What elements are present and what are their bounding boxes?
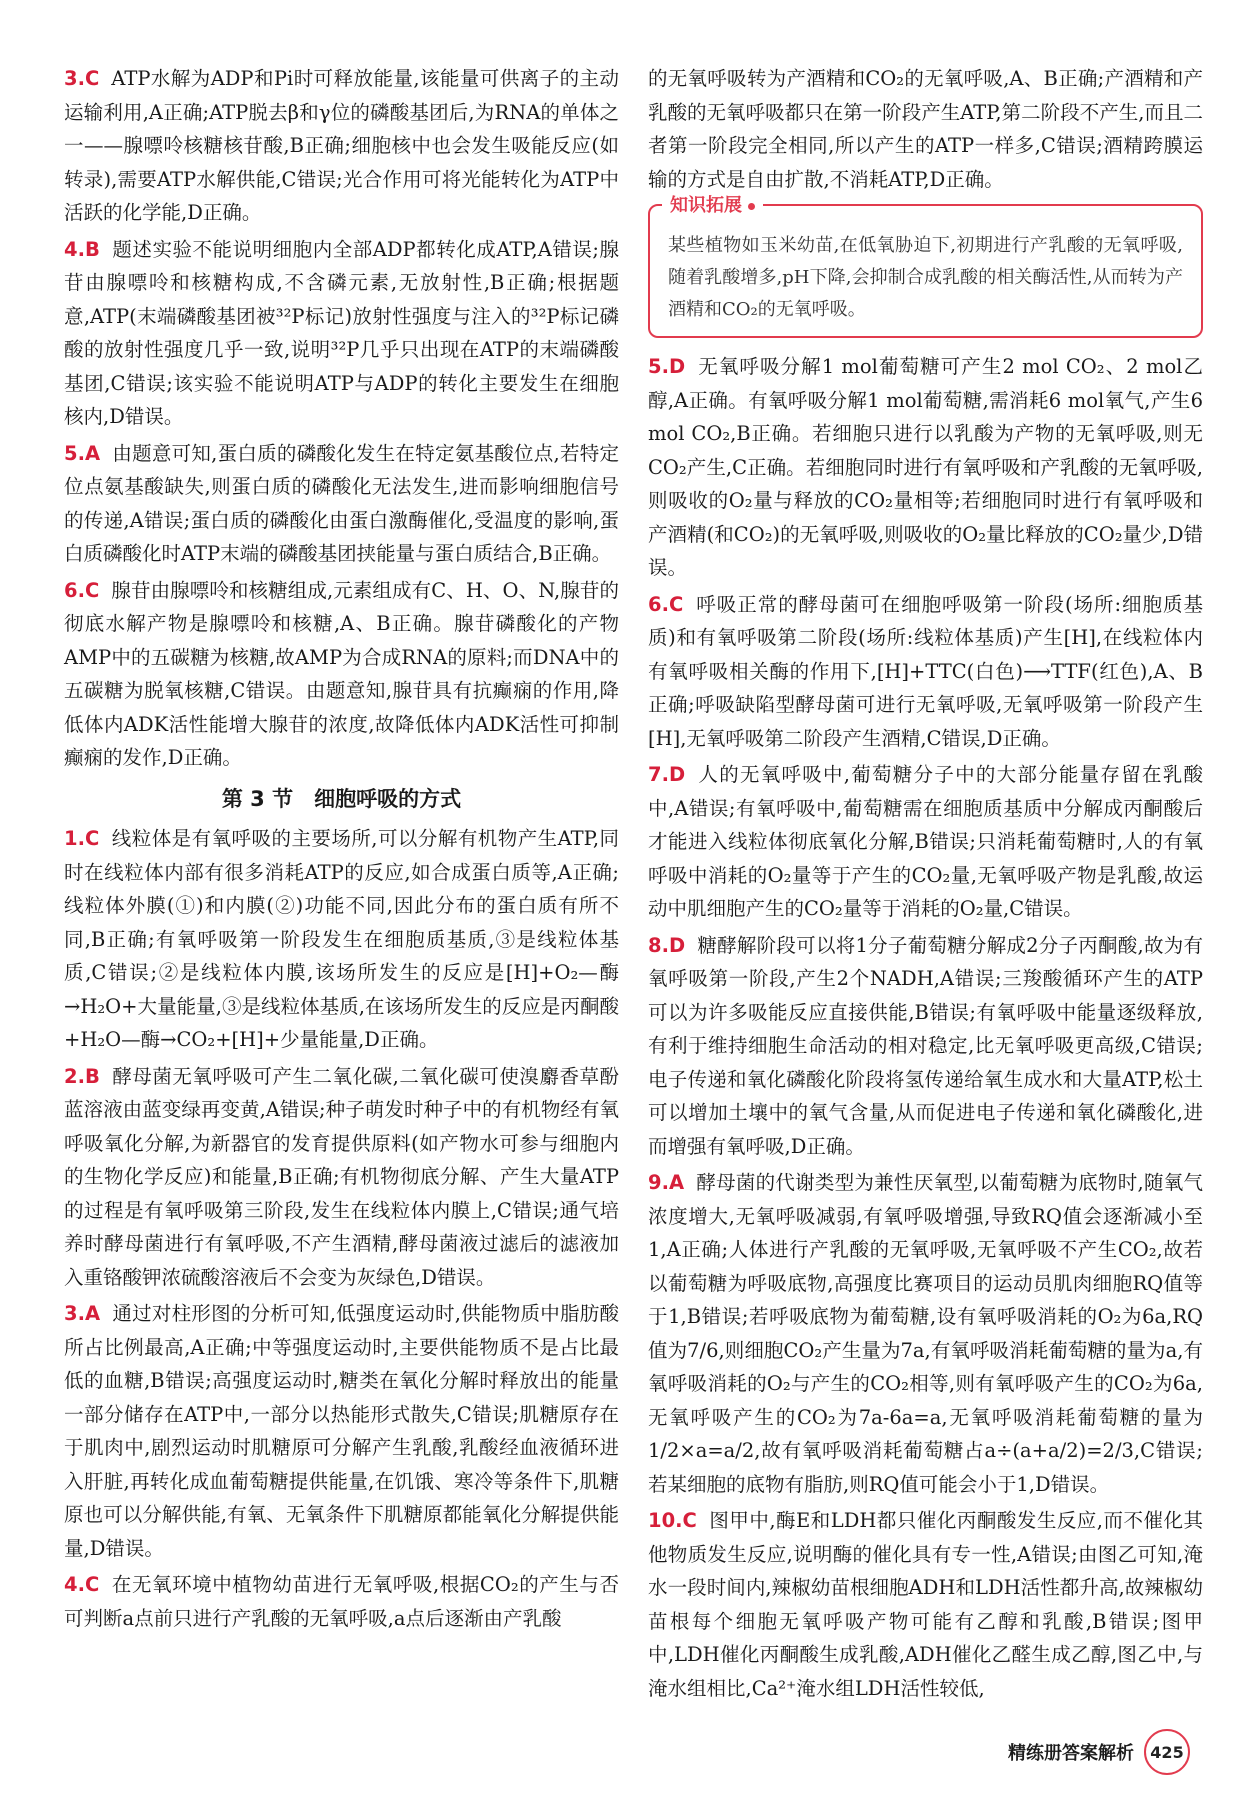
answer-entry-3c <box>64 62 619 230</box>
answer-entry-4b <box>64 233 619 434</box>
answer-entry-7d <box>648 758 1203 926</box>
answer-text: 图甲中,酶E和LDH都只催化丙酮酸发生反应,而不催化其他物质发生反应,说明酶的催化具有专一性,A错误;由图乙可知,淹水一段时间内,辣椒幼苗根细胞ADH和LDH活性都升高,故辣椒幼苗根每个细胞无氧呼吸产物可能有乙醇和乳酸,B错误;图甲中,LDH催化丙酮酸生成乳酸,ADH催化乙醛生成乙醇,图乙中,与淹水组相比,Ca²⁺淹水组LDH活性较低, <box>648 1509 1203 1700</box>
answer-number: 10.C <box>648 1509 697 1532</box>
page-footer <box>1008 1729 1190 1775</box>
tip-text: 某些植物如玉米幼苗,在低氧胁迫下,初期进行产乳酸的无氧呼吸,随着乳酸增多,pH下降,会抑制合成乳酸的相关酶活性,从而转为产酒精和CO₂的无氧呼吸。 <box>668 235 1183 320</box>
answer-entry-10c <box>648 1504 1203 1705</box>
answer-number: 9.A <box>648 1171 685 1194</box>
answer-text: 酵母菌的代谢类型为兼性厌氧型,以葡萄糖为底物时,随氧气浓度增大,无氧呼吸减弱,有氧呼吸增强,导致RQ值会逐渐减小至1,A正确;人体进行产乳酸的无氧呼吸,无氧呼吸不产生CO₂,故若以葡萄糖为呼吸底物,高强度比赛项目的运动员肌肉细胞RQ值等于1,B错误;若呼吸底物为葡萄糖,设有氧呼吸消耗的O₂为6a,RQ值为7/6,则细胞CO₂产生量为7a,有氧呼吸消耗葡萄糖的量为a,有氧呼吸消耗的O₂与产生的CO₂相等,则有氧呼吸产生的CO₂为6a,无氧呼吸产生的CO₂为7a-6a=a,无氧呼吸消耗葡萄糖的量为1/2×a=a/2,故有氧呼吸消耗葡萄糖占a÷(a+a/2)=2/3,C错误;若某细胞的底物有脂肪,则RQ值可能会小于1,D错误。 <box>648 1171 1203 1496</box>
footer-label: 精练册答案解析 <box>1008 1743 1134 1764</box>
answer-text: 线粒体是有氧呼吸的主要场所,可以分解有机物产生ATP,同时在线粒体内部有很多消耗ATP的反应,如合成蛋白质等,A正确;线粒体外膜(①)和内膜(②)功能不同,因此分布的蛋白质有所不同,B正确;有氧呼吸第一阶段发生在细胞质基质,③是线粒体基质,C错误;②是线粒体内膜,该场所发生的反应是[H]+O₂—酶→H₂O+大量能量,③是线粒体基质,在该场所发生的反应是丙酮酸+H₂O—酶→CO₂+[H]+少量能量,D正确。 <box>64 827 619 1051</box>
answer-entry-6c <box>64 574 619 775</box>
answer-entry-3a <box>64 1297 619 1565</box>
page-number: 425 <box>1144 1729 1190 1775</box>
answer-number: 3.C <box>64 67 100 90</box>
answer-text: 在无氧环境中植物幼苗进行无氧呼吸,根据CO₂的产生与否可判断a点前只进行产乳酸的无氧呼吸,a点后逐渐由产乳酸 <box>64 1573 619 1630</box>
answer-number: 4.C <box>64 1573 100 1596</box>
answer-number: 4.B <box>64 237 100 261</box>
answer-entry-9a <box>648 1166 1203 1501</box>
knowledge-extension-box <box>648 195 1203 338</box>
answer-text: 通过对柱形图的分析可知,低强度运动时,供能物质中脂肪酸所占比例最高,A正确;中等强度运动时,主要供能物质不是占比最低的血糖,B错误;高强度运动时,糖类在氧化分解时释放出的能量一部分储存在ATP中,一部分以热能形式散失,C错误;肌糖原存在于肌肉中,剧烈运动时肌糖原可分解产生乳酸,乳酸经血液循环进入肝脏,再转化成血葡萄糖提供能量,在饥饿、寒冷等条件下,肌糖原也可以分解供能,有氧、无氧条件下肌糖原都能氧化分解提供能量,D错误。 <box>64 1302 619 1560</box>
answer-number: 3.A <box>64 1302 101 1325</box>
answer-number: 5.A <box>64 441 101 465</box>
left-column <box>64 62 619 1638</box>
answer-text: 糖酵解阶段可以将1分子葡萄糖分解成2分子丙酮酸,故为有氧呼吸第一阶段,产生2个NADH,A错误;三羧酸循环产生的ATP可以为许多吸能反应直接供能,B错误;有氧呼吸中能量逐级释放,有利于维持细胞生命活动的相对稳定,比无氧呼吸更高级,C错误;电子传递和氧化磷酸化阶段将氢传递给氧生成水和大量ATP,松土可以增加土壤中的氧气含量,从而促进电子传递和氧化磷酸化,进而增强有氧呼吸,D正确。 <box>648 933 1203 1158</box>
answer-text: 人的无氧呼吸中,葡萄糖分子中的大部分能量存留在乳酸中,A错误;有氧呼吸中,葡萄糖需在细胞质基质中分解成丙酮酸后才能进入线粒体彻底氧化分解,B错误;只消耗葡萄糖时,人的有氧呼吸中消耗的O₂量等于产生的CO₂量,无氧呼吸产物是乳酸,故运动中肌细胞产生的CO₂量等于消耗的O₂量,C错误。 <box>648 763 1203 920</box>
answer-entry-6c-right <box>648 588 1203 756</box>
section-title: 第 3 节 细胞呼吸的方式 <box>221 786 462 811</box>
answer-text: 酵母菌无氧呼吸可产生二氧化碳,二氧化碳可使溴麝香草酚蓝溶液由蓝变绿再变黄,A错误;种子萌发时种子中的有机物经有氧呼吸氧化分解,为新器官的发育提供原料(如产物水可参与细胞内的生物化学反应)和能量,B正确;有机物彻底分解、产生大量ATP的过程是有氧呼吸第三阶段,发生在线粒体内膜上,C错误;通气培养时酵母菌进行有氧呼吸,不产生酒精,酵母菌液过滤后的滤液加入重铬酸钾浓硫酸溶液后不会变为灰绿色,D错误。 <box>64 1064 619 1289</box>
answer-number: 6.C <box>64 578 100 602</box>
answer-entry-8d <box>648 929 1203 1164</box>
answer-text: ATP水解为ADP和Pi时可释放能量,该能量可供离子的主动运输利用,A正确;ATP脱去β和γ位的磷酸基团后,为RNA的单体之一——腺嘌呤核糖核苷酸,B正确;细胞核中也会发生吸能反应(如转录),需要ATP水解供能,C错误;光合作用可将光能转化为ATP中活跃的化学能,D正确。 <box>64 67 619 224</box>
tip-title-text: 知识拓展 <box>670 195 742 216</box>
right-column <box>648 62 1203 1708</box>
answer-text: 无氧呼吸分解1 mol葡萄糖可产生2 mol CO₂、2 mol乙醇,A正确。有氧呼吸分解1 mol葡萄糖,需消耗6 mol氧气,产生6 mol CO₂,B正确。若细胞只进行以乳酸为产物的无氧呼吸,则无CO₂产生,C正确。若细胞同时进行有氧呼吸和产乳酸的无氧呼吸,则吸收的O₂量与释放的CO₂量相等;若细胞同时进行有氧呼吸和产酒精(和CO₂)的无氧呼吸,则吸收的O₂量比释放的CO₂量少,D错误。 <box>648 355 1203 579</box>
answer-number: 7.D <box>648 763 686 786</box>
answer-number: 8.D <box>648 933 686 957</box>
answer-text: 呼吸正常的酵母菌可在细胞呼吸第一阶段(场所:细胞质基质)和有氧呼吸第二阶段(场所:线粒体基质)产生[H],在线粒体内有氧呼吸相关酶的作用下,[H]+TTC(白色)⟶TTF(红色),A、B正确;呼吸缺陷型酵母菌可进行无氧呼吸,无氧呼吸第一阶段产生[H],无氧呼吸第二阶段产生酒精,C错误,D正确。 <box>648 592 1203 750</box>
answer-number: 6.C <box>648 592 684 616</box>
answer-entry-1c <box>64 822 619 1057</box>
answer-text: 题述实验不能说明细胞内全部ADP都转化成ATP,A错误;腺苷由腺嘌呤和核糖构成,不含磷元素,无放射性,B正确;根据题意,ATP(末端磷酸基团被³²P标记)放射性强度与注入的³²P标记磷酸的放射性强度几乎一致,说明³²P几乎只出现在ATP的末端磷酸基团,C错误;该实验不能说明ATP与ADP的转化主要发生在细胞核内,D错误。 <box>64 237 619 428</box>
answer-number: 2.B <box>64 1064 100 1088</box>
answer-number: 1.C <box>64 827 100 850</box>
answer-text: 由题意可知,蛋白质的磷酸化发生在特定氨基酸位点,若特定位点氨基酸缺失,则蛋白质的磷酸化无法发生,进而影响细胞信号的传递,A错误;蛋白质的磷酸化由蛋白激酶催化,受温度的影响,蛋白质磷酸化时ATP末端的磷酸基团挟能量与蛋白质结合,B正确。 <box>64 441 619 565</box>
answer-entry-5a <box>64 437 619 571</box>
answer-text: 腺苷由腺嘌呤和核糖组成,元素组成有C、H、O、N,腺苷的彻底水解产物是腺嘌呤和核糖,A、B正确。腺苷磷酸化的产物AMP中的五碳糖为核糖,故AMP为合成RNA的原料;而DNA中的五碳糖为脱氧核糖,C错误。由题意知,腺苷具有抗癫痫的作用,降低体内ADK活性能增大腺苷的浓度,故降低体内ADK活性可抑制癫痫的发作,D正确。 <box>64 578 619 769</box>
answer-entry-2b <box>64 1060 619 1295</box>
answer-entry-5d <box>648 350 1203 585</box>
dot-icon <box>748 203 755 210</box>
answer-number: 5.D <box>648 355 686 378</box>
tip-title <box>662 190 763 222</box>
answer-entry-4c <box>64 1568 619 1635</box>
continuation-text: 的无氧呼吸转为产酒精和CO₂的无氧呼吸,A、B正确;产酒精和产乳酸的无氧呼吸都只在第一阶段产生ATP,第二阶段不产生,而且二者第一阶段完全相同,所以产生的ATP一样多,C错误;酒精跨膜运输的方式是自由扩散,不消耗ATP,D正确。 <box>648 67 1203 191</box>
